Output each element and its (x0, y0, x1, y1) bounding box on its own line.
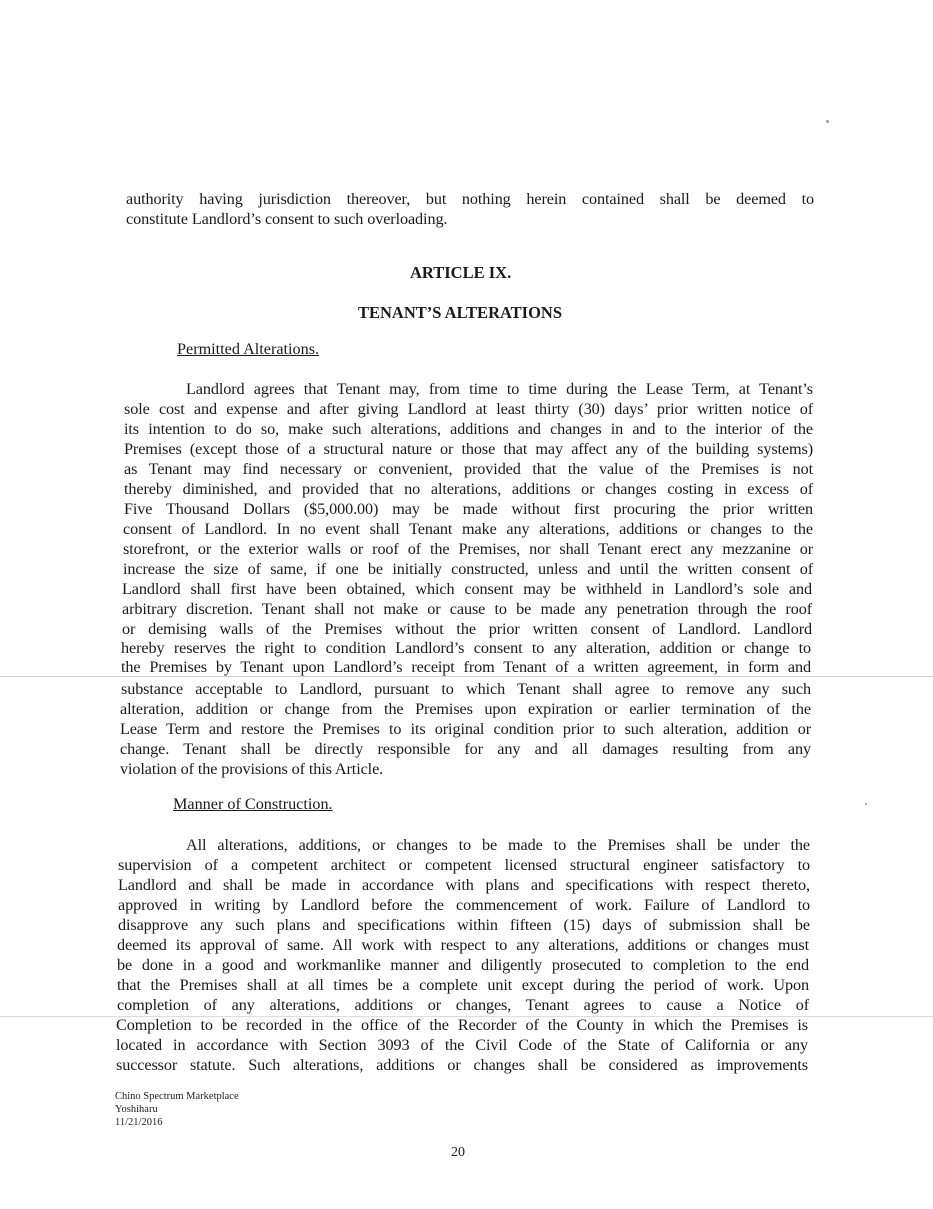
footer-project: Chino Spectrum Marketplace (115, 1091, 239, 1102)
body-line: deemed its approval of same. All work with respect to any alterations, additions or changes must (117, 936, 809, 954)
intro-line: constitute Landlord’s consent to such overloading. (126, 210, 448, 228)
section-heading-manner-of-construction: Manner of Construction. (173, 795, 333, 813)
body-line: All alterations, additions, or changes to be made to the Premises shall be under the (186, 836, 810, 854)
scan-speck (865, 803, 867, 805)
body-line: violation of the provisions of this Article. (120, 760, 384, 778)
body-line: approved in writing by Landlord before the commencement of work. Failure of Landlord to (118, 896, 810, 914)
body-line: the Premises by Tenant upon Landlord’s receipt from Tenant of a written agreement, in form and (121, 658, 811, 676)
body-line: arbitrary discretion. Tenant shall not make or cause to be made any penetration through the roof (122, 600, 812, 618)
document-footer (115, 1090, 239, 1129)
footer-date: 11/21/2016 (115, 1117, 163, 1128)
article-title: TENANT’S ALTERATIONS (358, 303, 563, 322)
body-line: Premises (except those of a structural nature or those that may affect any of the building systems) (124, 440, 813, 458)
section-heading-permitted-alterations: Permitted Alterations. (177, 340, 320, 358)
body-line: storefront, or the exterior walls or roof of the Premises, nor shall Tenant erect any mezzanine or (123, 540, 813, 558)
body-line: increase the size of same, if one be initially constructed, unless and until the written consent of (123, 560, 813, 578)
body-line: Landlord and shall be made in accordance with plans and specifications with respect thereto, (118, 876, 810, 894)
article-number: ARTICLE IX. (410, 263, 512, 282)
body-line: completion of any alterations, additions or changes, Tenant agrees to cause a Notice of (117, 996, 809, 1014)
body-line: or demising walls of the Premises without the prior written consent of Landlord. Landlord (122, 620, 812, 638)
body-line: as Tenant may find necessary or convenient, provided that the value of the Premises is not (124, 460, 813, 478)
body-line: that the Premises shall at all times be a complete unit except during the period of work. Upon (117, 976, 809, 994)
body-line: supervision of a competent architect or competent licensed structural engineer satisfactory to (118, 856, 810, 874)
body-line: hereby reserves the right to condition Landlord’s consent to any alteration, addition or change to (121, 639, 811, 657)
body-line: Landlord shall first have been obtained, which consent may be withheld in Landlord’s sole and (122, 580, 812, 598)
body-line: substance acceptable to Landlord, pursuant to which Tenant shall agree to remove any such (121, 680, 811, 698)
body-line: Landlord agrees that Tenant may, from time to time during the Lease Term, at Tenant’s (186, 380, 813, 398)
body-line: thereby diminished, and provided that no alterations, additions or changes costing in excess of (124, 480, 813, 498)
body-line: be done in a good and workmanlike manner and diligently prosecuted to completion to the end (117, 956, 809, 974)
body-line: located in accordance with Section 3093 of the Civil Code of the State of California or any (116, 1036, 808, 1054)
scan-speck (826, 120, 829, 123)
body-line: Lease Term and restore the Premises to its original condition prior to such alteration, addition or (120, 720, 811, 738)
body-line: Completion to be recorded in the office of the Recorder of the County in which the Premises is (116, 1016, 808, 1034)
page-number: 20 (451, 1145, 465, 1160)
body-line: its intention to do so, make such alterations, additions and changes in and to the interior of the (124, 420, 813, 438)
body-line: sole cost and expense and after giving Landlord at least thirty (30) days’ prior written notice of (124, 400, 813, 418)
body-line: change. Tenant shall be directly responsible for any and all damages resulting from any (120, 740, 811, 758)
footer-name: Yoshiharu (115, 1104, 158, 1115)
body-line: alteration, addition or change from the Premises upon expiration or earlier termination of the (120, 700, 811, 718)
body-line: consent of Landlord. In no event shall Tenant make any alterations, additions or changes to the (123, 520, 813, 538)
body-line: successor statute. Such alterations, additions or changes shall be considered as improvements (116, 1056, 808, 1074)
body-line: Five Thousand Dollars ($5,000.00) may be made without first procuring the prior written (124, 500, 813, 518)
intro-line: authority having jurisdiction thereover, but nothing herein contained shall be deemed to (126, 190, 814, 208)
body-line: disapprove any such plans and specifications within fifteen (15) days of submission shall be (118, 916, 810, 934)
